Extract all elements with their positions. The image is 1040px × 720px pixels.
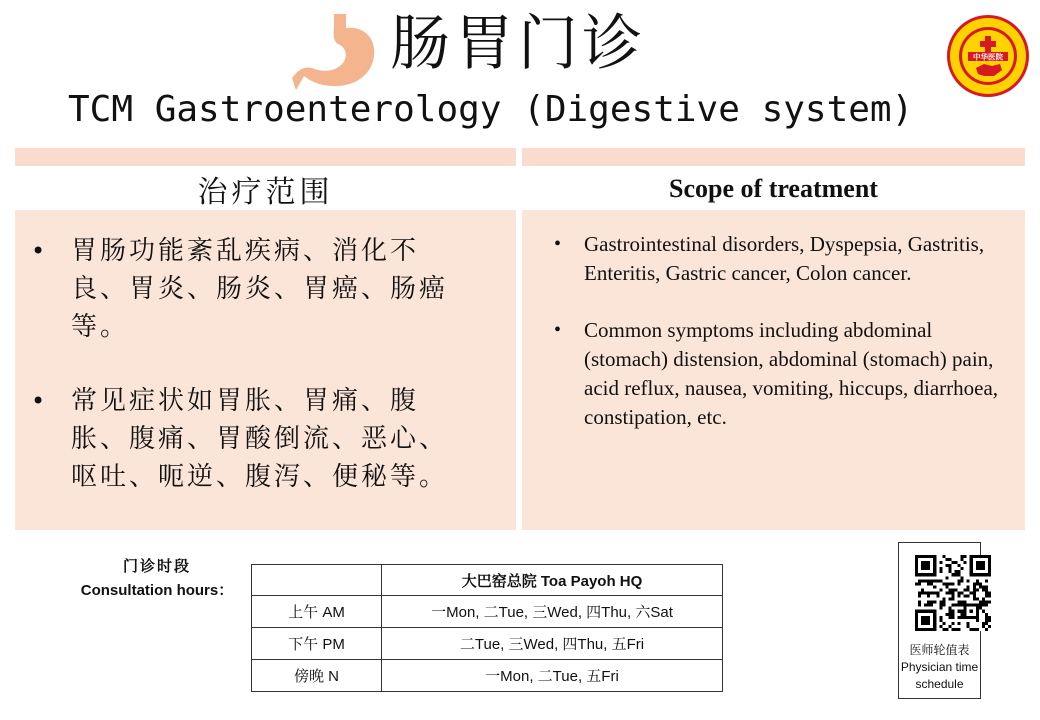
left-header-strip xyxy=(15,148,516,166)
days-cell: 二Tue, 三Wed, 四Thu, 五Fri xyxy=(382,628,723,660)
hours-label-english: Consultation hours： xyxy=(80,582,234,599)
period-cell: 上午 AM xyxy=(252,596,382,628)
left-heading-box xyxy=(15,168,516,210)
stomach-icon xyxy=(290,12,380,92)
consultation-hours-table xyxy=(251,564,723,692)
logo-text: 中华医院 xyxy=(973,52,1003,62)
consultation-hours-label xyxy=(62,555,252,600)
list-item: • Gastrointestinal disorders, Dyspepsia, Gastritis, Enteritis, Gastric cancer, Colon cancer. xyxy=(584,230,1011,288)
qr-label-chinese: 医师轮值表 xyxy=(909,643,970,657)
table-header-row xyxy=(252,565,723,596)
page-title-english: TCM Gastroenterology (Digestive system) xyxy=(68,89,914,130)
scope-heading-english: Scope of treatment xyxy=(669,174,878,203)
clinic-emblem-icon xyxy=(946,14,1030,98)
period-cell: 傍晚 N xyxy=(252,660,382,692)
location-header: 大巴窑总院 Toa Payoh HQ xyxy=(382,565,723,596)
days-cell: 一Mon, 二Tue, 三Wed, 四Thu, 六Sat xyxy=(382,596,723,628)
scope-panel-english xyxy=(522,210,1025,530)
table-header-empty xyxy=(252,565,382,596)
list-item: • Common symptoms including abdominal (stomach) distension, abdominal (stomach) pain, acid reflux, nausea, vomiting, hiccups, diarrhoea, constipation, etc. xyxy=(584,316,1011,432)
list-item: • 胃肠功能紊乱疾病、消化不良、胃炎、肠炎、胃癌、肠癌等。 xyxy=(71,232,476,346)
physician-schedule-qr[interactable] xyxy=(898,542,981,699)
right-heading-box xyxy=(522,168,1025,210)
qr-label-english-line1: Physician time xyxy=(900,660,979,674)
list-item: • 常见症状如胃胀、胃痛、腹胀、腹痛、胃酸倒流、恶心、呕吐、呃逆、腹泻、便秘等。 xyxy=(71,382,476,496)
qr-code-icon[interactable] xyxy=(915,555,991,631)
table-row xyxy=(252,660,723,692)
period-cell: 下午 PM xyxy=(252,628,382,660)
table-row xyxy=(252,628,723,660)
table-row xyxy=(252,596,723,628)
qr-label-english-line2: schedule xyxy=(915,677,964,691)
hours-label-chinese: 门诊时段 xyxy=(122,558,191,575)
scope-heading-chinese: 治疗范围 xyxy=(197,175,334,210)
qr-label-english xyxy=(899,659,980,693)
page-title-chinese: 肠胃门诊 xyxy=(390,9,646,79)
right-header-strip xyxy=(522,148,1025,166)
days-cell: 一Mon, 二Tue, 五Fri xyxy=(382,660,723,692)
scope-panel-chinese xyxy=(15,210,516,530)
